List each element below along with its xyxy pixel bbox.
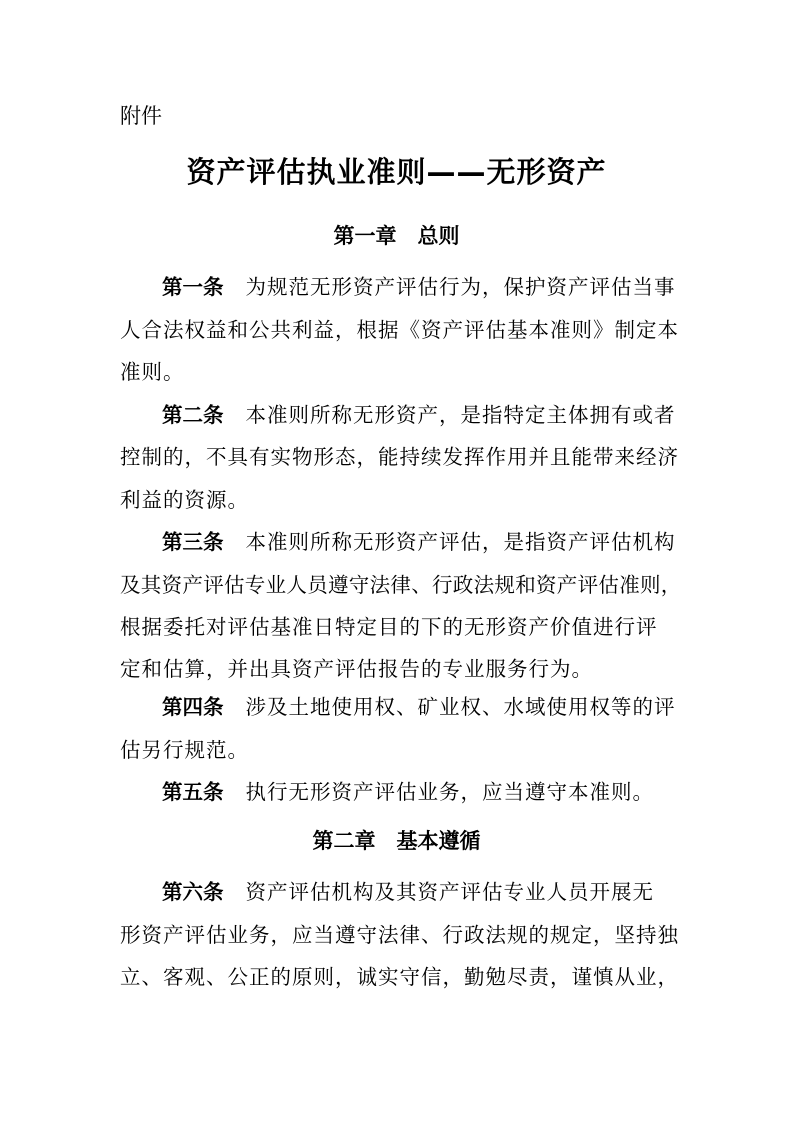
attachment-label: 附件 (120, 104, 162, 128)
article-label: 第三条 (162, 530, 224, 554)
article-1-line-1: 第一条 为规范无形资产评估行为，保护资产评估当事 (162, 275, 676, 299)
article-3-line-2: 及其资产评估专业人员遵守法律、行政法规和资产评估准则， (120, 573, 682, 597)
article-6-line-3: 立、客观、公正的原则，诚实守信，勤勉尽责，谨慎从业， (120, 965, 679, 989)
chapter-heading-2: 第二章 基本遵循 (312, 829, 481, 853)
article-4-line-1: 第四条 涉及土地使用权、矿业权、水域使用权等的评 (162, 695, 676, 719)
article-3-line-4: 定和估算，并出具资产评估报告的专业服务行为。 (120, 657, 593, 681)
article-label: 第二条 (162, 403, 224, 427)
article-3-line-3: 根据委托对评估基准日特定目的下的无形资产价值进行评 (120, 615, 658, 639)
article-2-line-1: 第二条 本准则所称无形资产，是指特定主体拥有或者 (162, 403, 676, 427)
article-1-line-2: 人合法权益和公共利益，根据《资产评估基本准则》制定本 (120, 318, 679, 342)
article-6-line-2: 形资产评估业务，应当遵守法律、行政法规的规定，坚持独 (120, 923, 679, 947)
article-label: 第一条 (162, 275, 224, 299)
article-label: 第五条 (162, 780, 224, 804)
document-title: 资产评估执业准则——无形资产 (186, 155, 607, 189)
article-5-line-1: 第五条 执行无形资产评估业务，应当遵守本准则。 (162, 780, 654, 804)
article-2-line-2: 控制的，不具有实物形态，能持续发挥作用并且能带来经济 (120, 445, 679, 469)
article-1-line-3: 准则。 (120, 360, 185, 384)
article-2-line-3: 利益的资源。 (120, 488, 249, 512)
chapter-heading-1: 第一章 总则 (333, 224, 460, 248)
article-3-line-1: 第三条 本准则所称无形资产评估，是指资产评估机构 (162, 530, 676, 554)
article-4-line-2: 估另行规范。 (120, 738, 249, 762)
article-label: 第六条 (162, 880, 224, 904)
article-6-line-1: 第六条 资产评估机构及其资产评估专业人员开展无 (162, 880, 654, 904)
article-label: 第四条 (162, 695, 224, 719)
